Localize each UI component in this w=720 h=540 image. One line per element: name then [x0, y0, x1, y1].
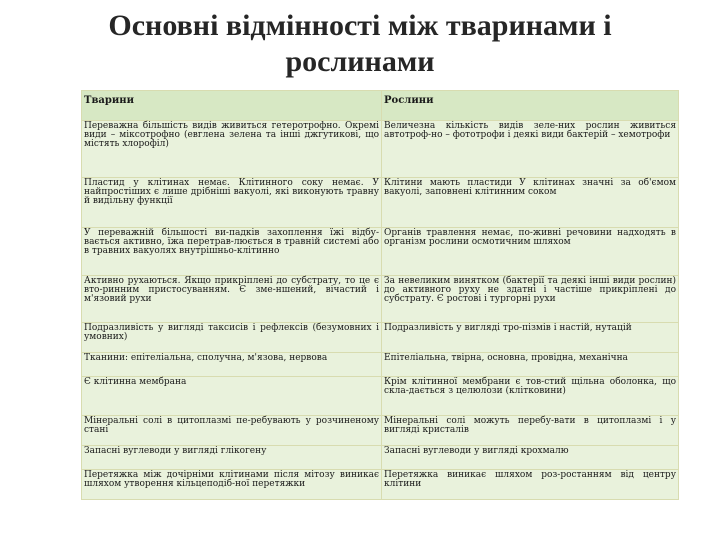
- table-row: [82, 353, 679, 377]
- title-line-2: рослинами: [285, 45, 435, 78]
- comparison-table: [81, 90, 679, 500]
- slide-title: [40, 8, 680, 80]
- table-row: [82, 446, 679, 470]
- table-row: [82, 121, 679, 178]
- table-row: [82, 228, 679, 276]
- table-row: [82, 377, 679, 416]
- table-header-row: [82, 91, 679, 121]
- cell-plants-tissues: Епітеліальна, твірна, основна, провідна, механічна: [382, 353, 679, 377]
- cell-animals-plastids: Пластид у клітинах немає. Клітинного соку немає. У найпростіших є лише дрібніші вакуолі, які виконують травну й видільну функції: [82, 178, 382, 228]
- header-animals: Тварини: [82, 91, 382, 121]
- cell-animals-movement: Активно рухаються. Якщо прикріплені до субстрату, то це є вто-ринним пристосуванням. Є зме-ншений, вічастий і м'язовий рухи: [82, 276, 382, 323]
- cell-animals-tissues: Тканини: епітеліальна, сполучна, м'язова, нервова: [82, 353, 382, 377]
- cell-animals-digestion: У переважній більшості ви-падків захоплення їжі відбу-вається активно, їжа перетрав-люється в травній системі або в травних вакуолях внутрішньо-клітинно: [82, 228, 382, 276]
- table-row: [82, 178, 679, 228]
- header-plants: Рослини: [382, 91, 679, 121]
- cell-animals-nutrition: Переважна більшість видів живиться гетеротрофно. Окремі види – міксотрофно (евглена зелена та інші джгутикові, що містять хлорофіл): [82, 121, 382, 178]
- cell-animals-membrane: Є клітинна мембрана: [82, 377, 382, 416]
- cell-plants-division: Перетяжка виникає шляхом роз-ростанням від центру клітини: [382, 470, 679, 500]
- cell-plants-plastids: Клітини мають пластиди У клітинах значні за об'ємом вакуолі, заповнені клітинним соком: [382, 178, 679, 228]
- cell-animals-carbohydrates: Запасні вуглеводи у вигляді глікогену: [82, 446, 382, 470]
- cell-animals-division: Перетяжка між дочірніми клітинами після мітозу виникає шляхом утворення кільцеподіб-ної перетяжки: [82, 470, 382, 500]
- table-row: [82, 276, 679, 323]
- title-line-1: Основні відмінності між тваринами і: [108, 9, 612, 42]
- cell-plants-membrane: Крім клітинної мембрани є тов-стий щільна оболонка, що скла-дається з целюлози (клітковини): [382, 377, 679, 416]
- table-row: [82, 470, 679, 500]
- table-row: [82, 323, 679, 353]
- cell-animals-minerals: Мінеральні солі в цитоплазмі пе-ребувають у розчиненому стані: [82, 416, 382, 446]
- cell-plants-nutrition: Величезна кількість видів зеле-них рослин живиться автотроф-но – фототрофи і деякі види бактерій – хемотрофи: [382, 121, 679, 178]
- table-row: [82, 416, 679, 446]
- cell-plants-digestion: Органів травлення немає, по-живні речовини надходять в організм рослини осмотичним шляхом: [382, 228, 679, 276]
- cell-plants-carbohydrates: Запасні вуглеводи у вигляді крохмалю: [382, 446, 679, 470]
- cell-animals-irritability: Подразливість у вигляді таксисів і рефлексів (безумовних і умовних): [82, 323, 382, 353]
- cell-plants-irritability: Подразливість у вигляді тро-пізмів і настій, нутацій: [382, 323, 679, 353]
- cell-plants-movement: За невеликим винятком (бактерії та деякі інші види рослин) до активного руху не здатні і частіше прикріплені до субстрату. Є ростові і тургорні рухи: [382, 276, 679, 323]
- cell-plants-minerals: Мінеральні солі можуть перебу-вати в цитоплазмі і у вигляді кристалів: [382, 416, 679, 446]
